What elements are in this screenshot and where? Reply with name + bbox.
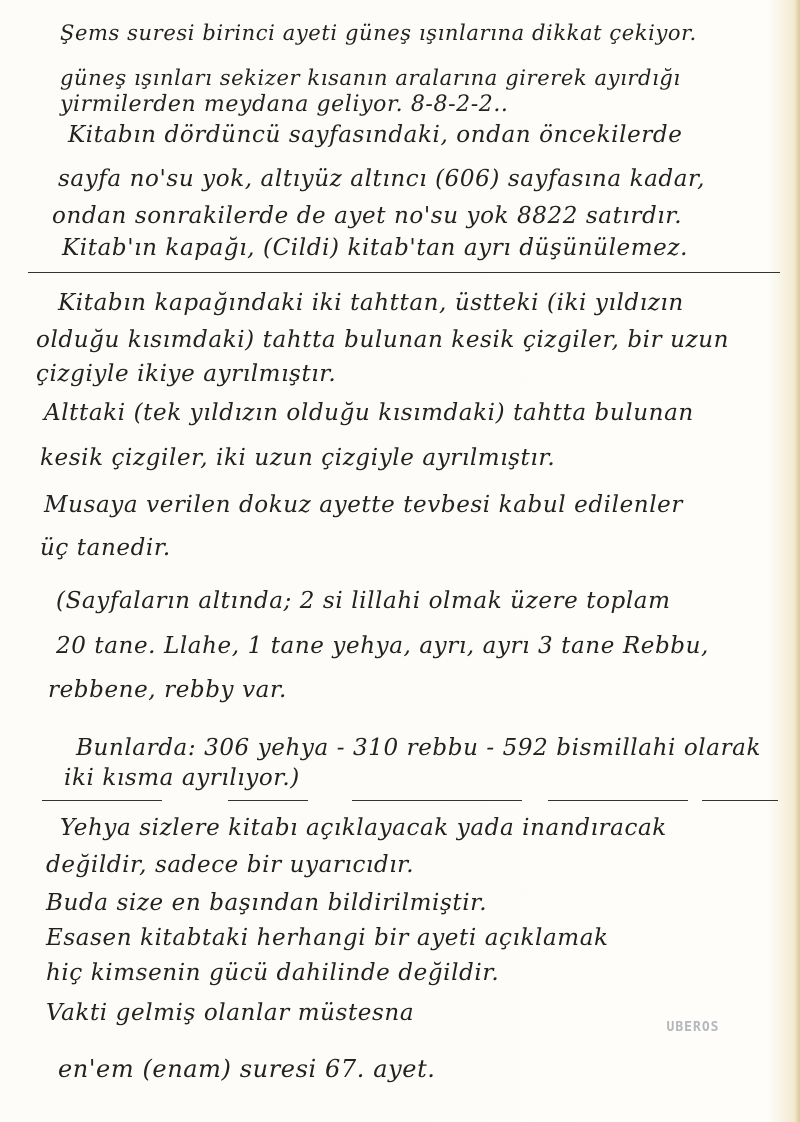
text-line: Vakti gelmiş olanlar müstesna	[46, 1000, 415, 1026]
text-line: ondan sonrakilerde de ayet no'su yok 8822 satırdır.	[52, 203, 683, 229]
page-edge	[794, 0, 800, 1122]
text-line: Kitabın kapağındaki iki tahttan, üstteki (iki yıldızın	[58, 290, 684, 316]
text-line: rebbene, rebby var.	[48, 677, 287, 703]
text-line: Yehya sizlere kitabı açıklayacak yada inandıracak	[60, 815, 667, 841]
text-line: kesik çizgiler, iki uzun çizgiyle ayrılmıştır.	[40, 445, 556, 471]
separator-line	[702, 800, 778, 801]
separator-line	[28, 272, 780, 273]
text-line: Şems suresi birinci ayeti güneş ışınlarına dikkat çekiyor.	[60, 21, 697, 45]
separator-line	[228, 800, 308, 801]
text-line: güneş ışınları sekizer kısanın aralarına girerek ayırdığı	[60, 66, 681, 90]
text-line: (Sayfaların altında; 2 si lillahi olmak üzere toplam	[56, 588, 671, 614]
text-line: iki kısma ayrılıyor.)	[64, 765, 300, 791]
text-line: Kitab'ın kapağı, (Cildi) kitab'tan ayrı düşünülemez.	[62, 235, 688, 261]
text-line: Esasen kitabtaki herhangi bir ayeti açıklamak	[46, 925, 609, 951]
separator-line	[548, 800, 688, 801]
text-line: Kitabın dördüncü sayfasındaki, ondan öncekilerde	[68, 122, 683, 148]
text-line: sayfa no'su yok, altıyüz altıncı (606) sayfasına kadar,	[58, 166, 706, 192]
text-line: olduğu kısımdaki) tahtta bulunan kesik çizgiler, bir uzun	[36, 327, 730, 353]
text-line: 20 tane. Llahe, 1 tane yehya, ayrı, ayrı 3 tane Rebbu,	[56, 633, 709, 659]
separator-line	[42, 800, 162, 801]
text-line: en'em (enam) suresi 67. ayet.	[58, 1055, 436, 1083]
library-stamp: UBEROS	[666, 1020, 720, 1035]
text-line: hiç kimsenin gücü dahilinde değildir.	[46, 960, 500, 986]
text-line: Bunlarda: 306 yehya - 310 rebbu - 592 bismillahi olarak	[76, 735, 762, 761]
separator-line	[352, 800, 522, 801]
text-line: Buda size en başından bildirilmiştir.	[46, 890, 488, 916]
text-line: üç tanedir.	[40, 535, 171, 561]
text-line: Musaya verilen dokuz ayette tevbesi kabul edilenler	[44, 492, 683, 518]
text-line: yirmilerden meydana geliyor. 8-8-2-2..	[60, 92, 509, 117]
text-line: Alttaki (tek yıldızın olduğu kısımdaki) tahtta bulunan	[44, 400, 694, 426]
text-line: çizgiyle ikiye ayrılmıştır.	[36, 361, 337, 387]
text-line: değildir, sadece bir uyarıcıdır.	[46, 852, 415, 878]
